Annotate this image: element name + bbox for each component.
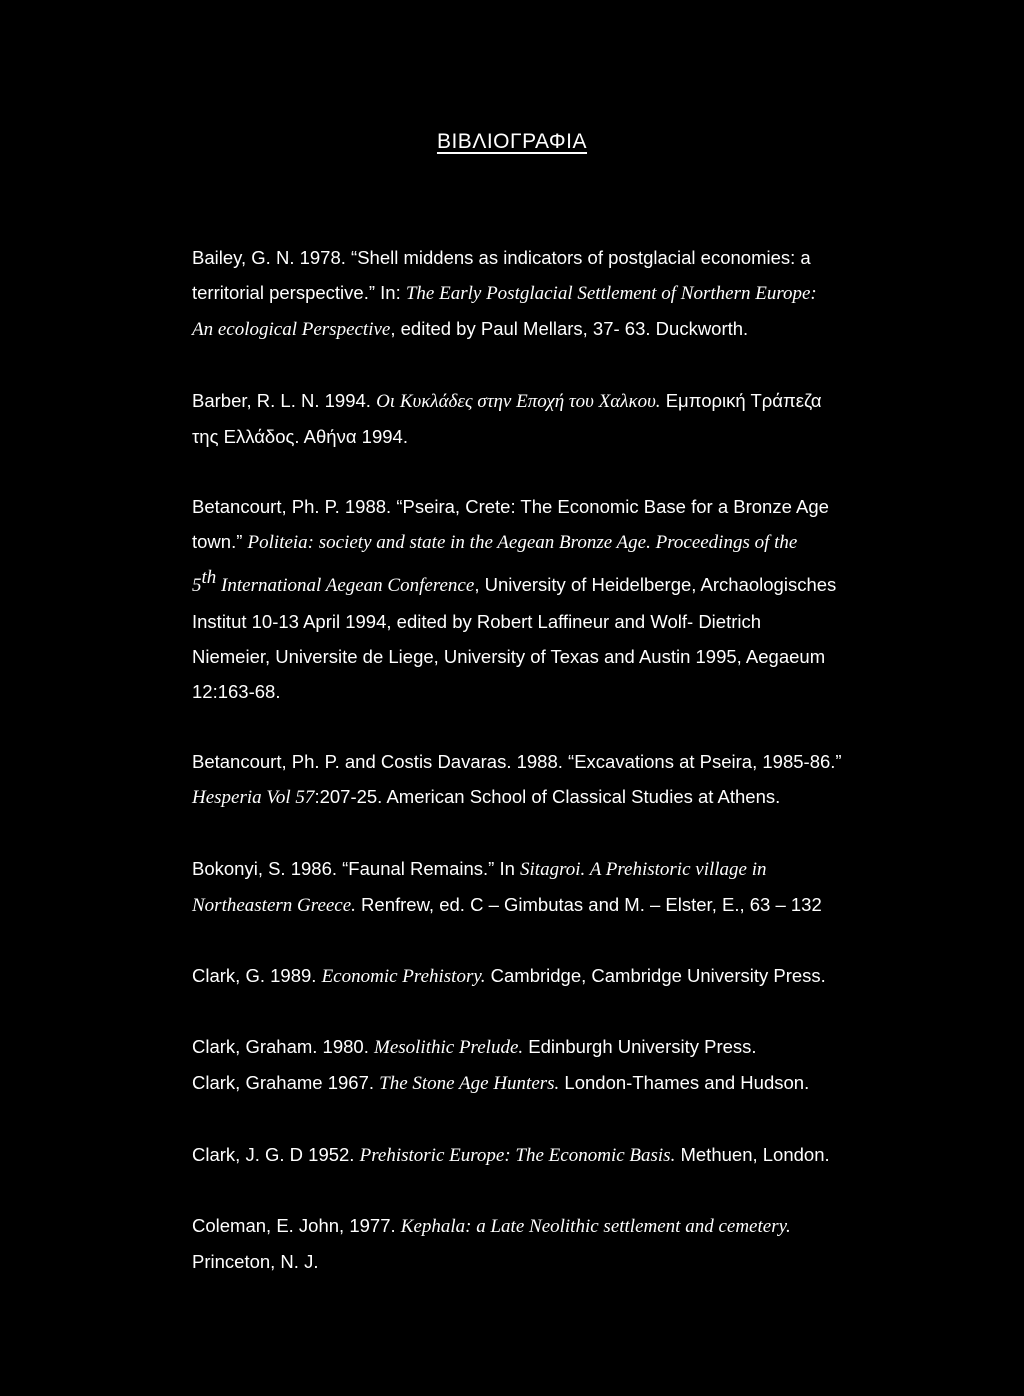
reference-line: της Ελλάδος. Αθήνα 1994.	[192, 425, 408, 447]
reference-clark-1989	[192, 958, 872, 994]
reference-title: Economic Prehistory.	[321, 966, 486, 988]
reference-line	[192, 1208, 872, 1244]
reference-clark-1967	[192, 1065, 872, 1101]
reference-bailey	[192, 240, 872, 348]
reference-barber	[192, 383, 872, 454]
reference-title: Kephala: a Late Neolithic settlement and cemetery.	[400, 1215, 791, 1237]
reference-text: Renfrew, ed. C – Gimbutas and M. – Elster, E., 63 – 132	[355, 893, 822, 915]
reference-title: Οι Κυκλάδες στην Εποχή του Χαλκου.	[376, 390, 661, 412]
reference-text: Bokonyi, S. 1986. “Faunal Remains.” In	[192, 857, 521, 879]
reference-title: The Early Postglacial Settlement of Northern Europe:	[405, 283, 817, 305]
reference-line	[192, 560, 872, 603]
reference-title: Hesperia Vol 57	[192, 787, 315, 809]
reference-text: town.”	[192, 531, 248, 553]
reference-text: , University of Heidelberge, Archaologisches	[474, 574, 837, 596]
reference-line: Niemeier, Universite de Liege, University of Texas and Austin 1995, Aegaeum	[192, 645, 826, 667]
reference-text: territorial perspective.” In:	[192, 282, 406, 304]
reference-line	[192, 1065, 872, 1101]
reference-line: Bailey, G. N. 1978. “Shell middens as indicators of postglacial economies: a	[192, 247, 811, 268]
reference-title: Northeastern Greece.	[192, 894, 356, 916]
reference-text: Edinburgh University Press.	[523, 1036, 757, 1058]
reference-text: Methuen, London.	[675, 1143, 830, 1165]
superscript: th	[201, 567, 217, 589]
reference-line	[192, 1137, 872, 1173]
reference-clark-1980	[192, 1029, 872, 1065]
reference-line	[192, 779, 872, 815]
reference-text: Clark, J. G. D 1952.	[192, 1143, 360, 1165]
reference-line: Betancourt, Ph. P. 1988. “Pseira, Crete: The Economic Base for a Bronze Age	[192, 496, 829, 518]
reference-text: Clark, Graham. 1980.	[192, 1036, 374, 1058]
reference-line	[192, 524, 872, 560]
reference-title: International Aegean Conference	[216, 575, 475, 597]
reference-title: Prehistoric Europe: The Economic Basis.	[359, 1144, 676, 1166]
reference-text: Clark, G. 1989.	[192, 965, 322, 987]
reference-betancourt-davaras	[192, 744, 872, 815]
reference-text: Εμπορική Τράπεζα	[660, 389, 822, 411]
reference-clark-1952	[192, 1137, 872, 1173]
reference-title: Mesolithic Prelude.	[374, 1037, 524, 1059]
reference-line	[192, 958, 872, 994]
reference-betancourt-1988	[192, 489, 872, 709]
reference-title: Sitagroi. A Prehistoric village in	[520, 858, 767, 880]
reference-line: 12:163-68.	[192, 681, 281, 703]
reference-line	[192, 383, 872, 419]
reference-title: An ecological Perspective	[192, 319, 391, 341]
reference-line	[192, 1029, 872, 1065]
reference-text: Barber, R. L. N. 1994.	[192, 389, 377, 411]
page-title: ΒΙΒΛΙΟΓΡΑΦΙΑ	[436, 130, 588, 153]
reference-line	[192, 887, 872, 923]
reference-line: Betancourt, Ph. P. and Costis Davaras. 1988. “Excavations at Pseira, 1985-86.”	[192, 751, 842, 773]
reference-title: 5	[192, 575, 202, 597]
reference-title: Politeia: society and state in the Aegean Bronze Age. Proceedings of the	[247, 532, 798, 554]
reference-text: Coleman, E. John, 1977.	[192, 1214, 401, 1236]
reference-text: , edited by Paul Mellars, 37- 63. Duckworth.	[390, 318, 749, 340]
reference-text: London-Thames and Hudson.	[559, 1072, 810, 1094]
reference-line	[192, 311, 872, 347]
reference-coleman	[192, 1208, 872, 1279]
reference-line	[192, 851, 872, 887]
reference-line: Institut 10-13 April 1994, edited by Robert Laffineur and Wolf- Dietrich	[192, 610, 762, 632]
reference-bokonyi	[192, 851, 872, 923]
bibliography-list	[192, 240, 872, 1279]
reference-text: :207-25. American School of Classical Studies at Athens.	[314, 786, 781, 808]
reference-line: Princeton, N. J.	[192, 1251, 319, 1273]
reference-title: The Stone Age Hunters.	[379, 1073, 560, 1095]
reference-line	[192, 275, 872, 311]
reference-text: Cambridge, Cambridge University Press.	[485, 965, 826, 987]
reference-text: Clark, Grahame 1967.	[192, 1072, 380, 1094]
